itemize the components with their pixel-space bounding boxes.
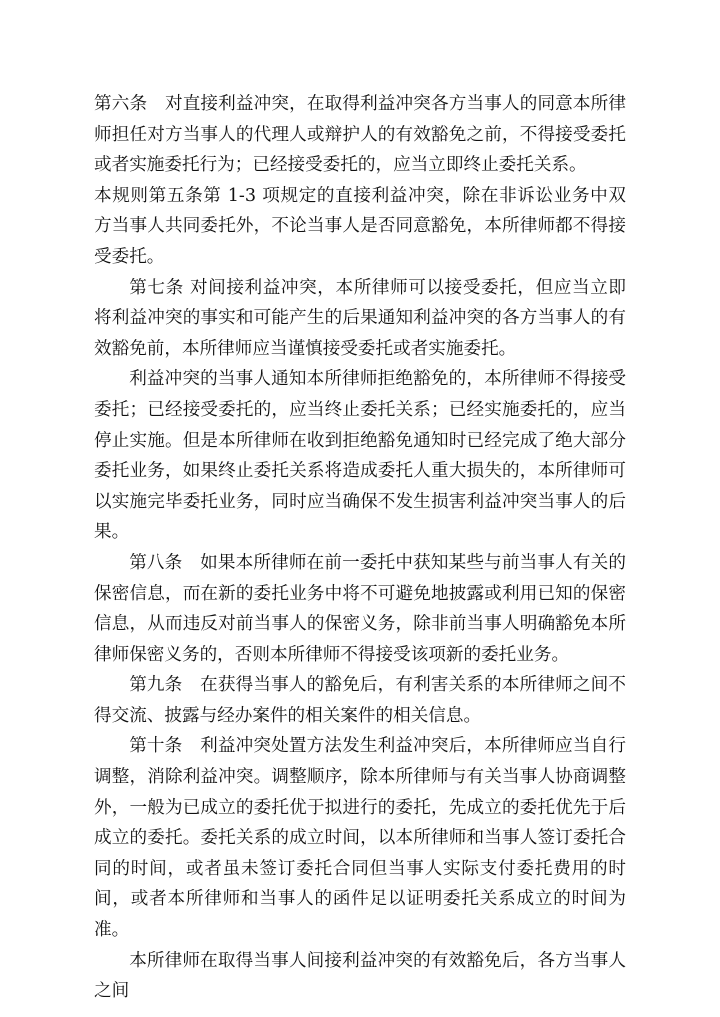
- article-7-paragraph: 第七条 对间接利益冲突，本所律师可以接受委托，但应当立即将利益冲突的事实和可能产生的后果通知利益冲突的各方当事人的有效豁免前，本所律师应当谨慎接受委托或者实施委托。: [94, 277, 626, 359]
- document-page: [94, 89, 626, 1007]
- refusal-of-waiver-paragraph: 利益冲突的当事人通知本所律师拒绝豁免的，本所律师不得接受委托；已经接受委托的，应当终止委托关系；已经实施委托的，应当停止实施。但是本所律师在收到拒绝豁免通知时已经完成了绝大部分委托业务，如果终止委托关系将造成委托人重大损失的，本所律师可以实施完毕委托业务，同时应当确保不发生损害利益冲突当事人的后果。: [94, 369, 626, 543]
- rule-5-note-paragraph: 本规则第五条第 1-3 项规定的直接利益冲突，除在非诉讼业务中双方当事人共同委托外，不论当事人是否同意豁免，本所律师都不得接受委托。: [94, 185, 626, 267]
- article-10-paragraph: 第十条 利益冲突处置方法发生利益冲突后，本所律师应当自行调整，消除利益冲突。调整顺序，除本所律师与有关当事人协商调整外，一般为已成立的委托优于拟进行的委托，先成立的委托优先于后成立的委托。委托关系的成立时间，以本所律师和当事人签订委托合同的时间，或者虽未签订委托合同但当事人实际支付委托费用的时间，或者本所律师和当事人的函件足以证明委托关系成立的时间为准。: [94, 736, 626, 941]
- article-9-paragraph: 第九条 在获得当事人的豁免后，有利害关系的本所律师之间不得交流、披露与经办案件的相关案件的相关信息。: [94, 675, 626, 726]
- waiver-continuation-paragraph: 本所律师在取得当事人间接利益冲突的有效豁免后，各方当事人之间: [94, 950, 626, 1002]
- article-8-paragraph: 第八条 如果本所律师在前一委托中获知某些与前当事人有关的保密信息，而在新的委托业务中将不可避免地披露或利用已知的保密信息，从而违反对前当事人的保密义务，除非前当事人明确豁免本所律师保密义务的，否则本所律师不得接受该项新的委托业务。: [94, 552, 626, 665]
- article-6-paragraph: 第六条 对直接利益冲突，在取得利益冲突各方当事人的同意本所律师担任对方当事人的代理人或辩护人的有效豁免之前，不得接受委托或者实施委托行为；已经接受委托的，应当立即终止委托关系。: [94, 94, 626, 176]
